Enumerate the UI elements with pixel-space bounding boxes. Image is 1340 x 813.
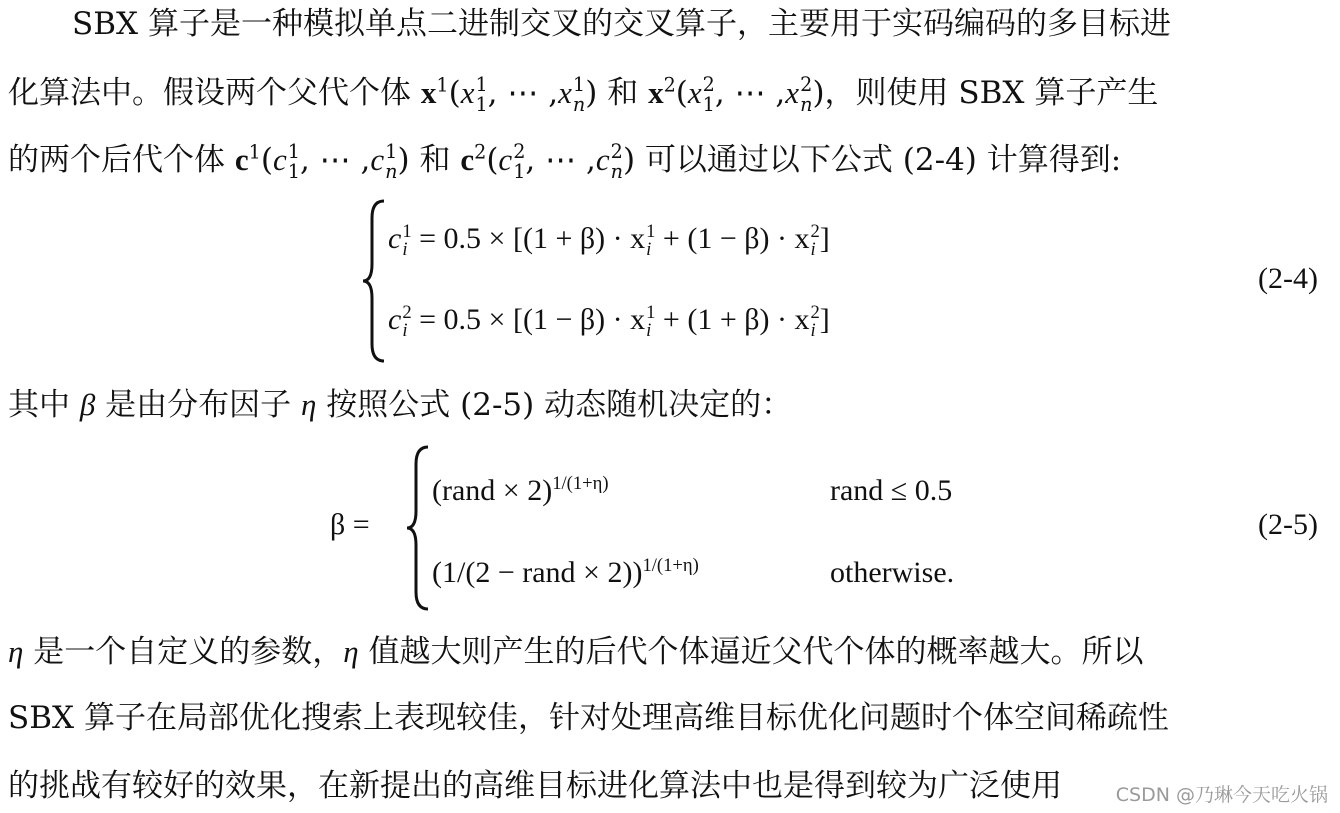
para3-line2: SBX 算子在局部优化搜索上表现较佳，针对处理高维目标优化问题时个体空间稀疏性 — [8, 700, 1169, 736]
math-x2: x — [648, 75, 664, 110]
text-segment: 化算法中。假设两个父代个体 — [8, 75, 421, 111]
eq25-cond2: otherwise. — [830, 556, 955, 589]
text-segment: 是一个自定义的参数， — [23, 634, 344, 670]
eq24-number: (2-4) — [1258, 262, 1318, 295]
math-segment: (rand × 2) — [432, 474, 553, 507]
para3-line3: 的挑战有较好的效果，在新提出的高维目标进化算法中也是得到较为广泛使用 — [8, 768, 1062, 804]
math-c2: c — [460, 142, 475, 177]
eq25-case2 — [432, 556, 699, 590]
eq24-row1: c 1 i = 0.5 × [(1 + β) · x 1 i + (1 − β) · x 2 i ] — [388, 220, 830, 261]
text-segment: 其中 — [8, 387, 80, 423]
text-segment: 和 — [409, 142, 461, 178]
eq25-lhs: β = — [330, 508, 370, 541]
math-segment: = 0.5 × [(1 − β) · x — [419, 303, 646, 336]
math-exponent: 1/(1+η) — [642, 555, 699, 576]
math-segment: = 0.5 × [(1 + β) · x — [419, 222, 646, 255]
text-segment: 和 — [597, 75, 649, 111]
text-segment: 的两个后代个体 — [8, 142, 235, 178]
para2-line: 其中 β 是由分布因子 η 按照公式 (2-5) 动态随机决定的： — [8, 387, 793, 423]
math-segment: (1/(2 − rand × 2)) — [432, 556, 643, 589]
eq25-cond1: rand ≤ 0.5 — [830, 474, 953, 507]
para3-line1: η 是一个自定义的参数，η 值越大则产生的后代个体逼近父代个体的概率越大。所以 — [8, 634, 1144, 670]
para1-line2: 化算法中。假设两个父代个体 $x^1(x$ 1 1 , ⋯ ,x 1 n ) 和 $x^2(x$ 2 1 , ⋯ ,x 2 n )，则使用 SBX 算子产生 — [8, 73, 1159, 116]
math-x1: x — [420, 75, 437, 110]
text-segment: 是由分布因子 — [95, 387, 302, 423]
eq24-row2: c 2 i = 0.5 × [(1 − β) · x 1 i + (1 + β) · x 2 i ] — [388, 301, 830, 342]
para1-line3: 的两个后代个体 $c^1(c$ 1 1 , ⋯ ,c 1 n ) 和 $c^2(c$ 2 1 , ⋯ ,c 2 n ) 可以通过以下公式 (2-4) 计算得到: — [8, 140, 1122, 183]
math-c1: c — [234, 142, 249, 177]
eq25-case1 — [432, 474, 609, 508]
math-segment: + (1 + β) · x — [655, 303, 810, 336]
math-segment: + (1 − β) · x — [655, 222, 810, 255]
eq25-number: (2-5) — [1258, 508, 1318, 541]
left-brace-icon — [360, 198, 390, 364]
math-exponent: 1/(1+η) — [552, 473, 609, 494]
para1-line1: SBX 算子是一种模拟单点二进制交叉的交叉算子，主要用于实码编码的多目标进 — [72, 6, 1171, 42]
watermark: CSDN @乃琳今天吃火锅 — [1115, 784, 1328, 806]
text-segment: 值越大则产生的后代个体逼近父代个体的概率越大。所以 — [358, 634, 1144, 670]
text-segment: 可以通过以下公式 (2-4) 计算得到: — [635, 142, 1122, 178]
left-brace-icon — [404, 444, 434, 612]
text-segment: 按照公式 (2-5) 动态随机决定的： — [316, 387, 793, 423]
text-segment: ，则使用 SBX 算子产生 — [824, 75, 1159, 111]
